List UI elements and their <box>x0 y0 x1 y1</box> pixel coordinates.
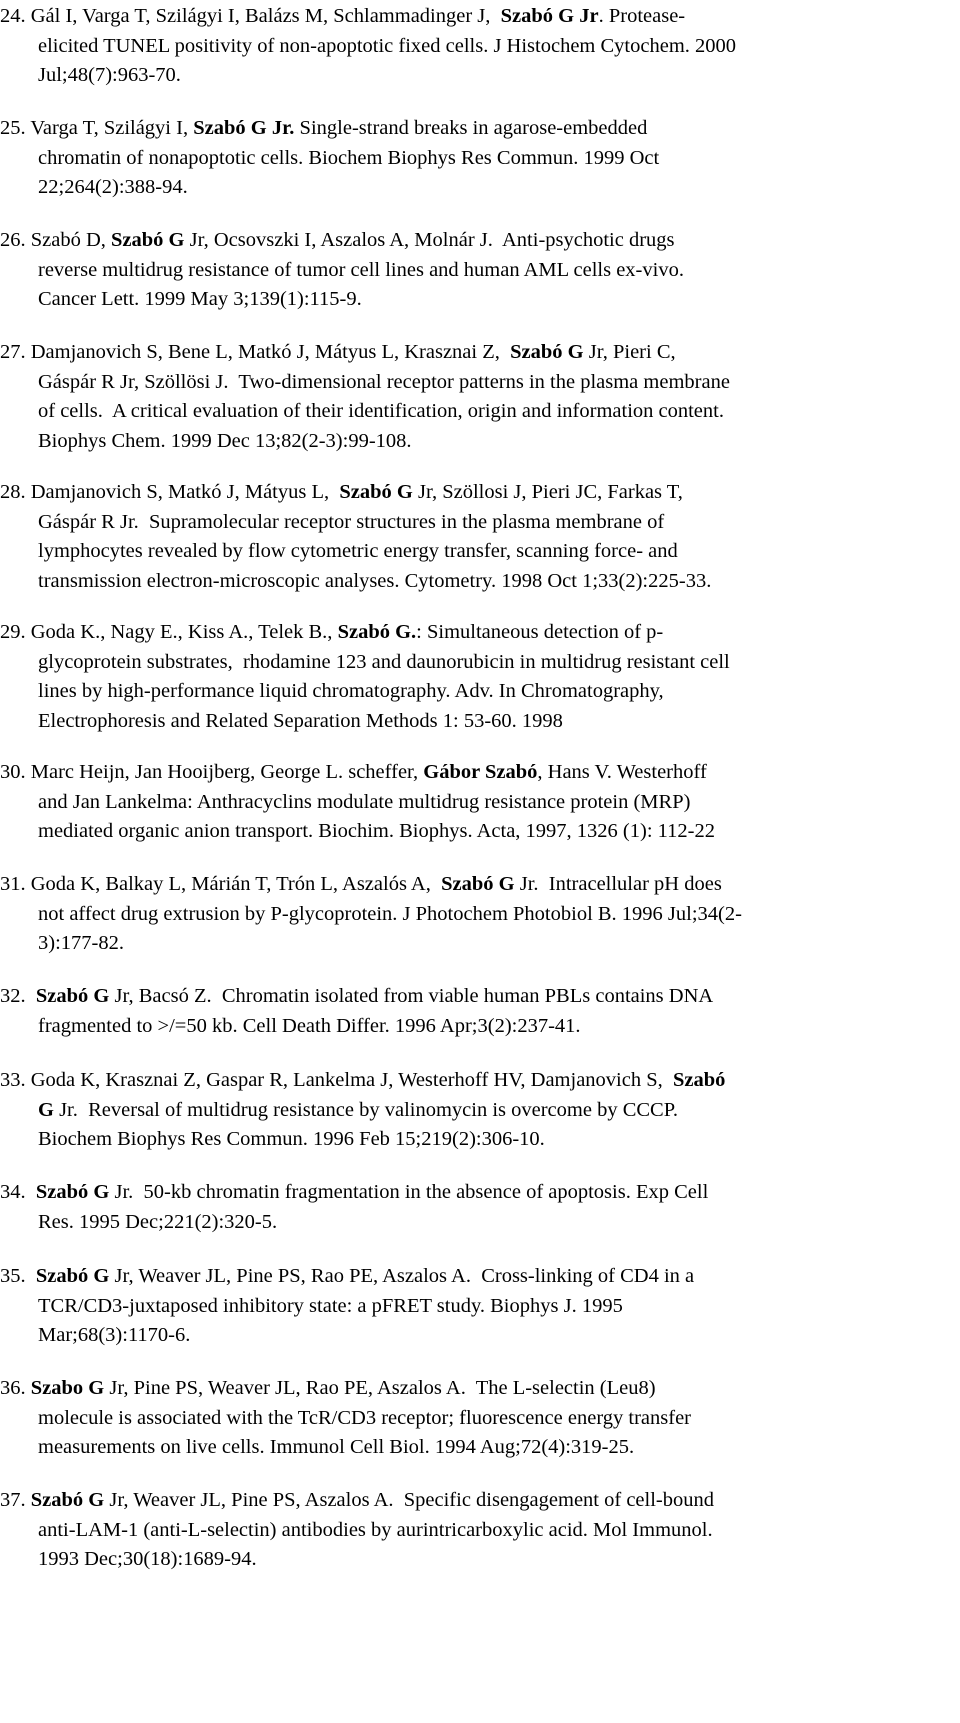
reference-text: measurements on live cells. Immunol Cell Biol. 1994 Aug;72(4):319-25. <box>38 1436 635 1458</box>
reference-line <box>0 1012 890 1042</box>
reference-line <box>0 1292 890 1322</box>
reference-text: Jr. Reversal of multidrug resistance by valinomycin is overcome by CCCP. <box>53 1098 678 1121</box>
reference-entry <box>0 478 890 596</box>
reference-text: Biochem Biophys Res Commun. 1996 Feb 15;219(2):306-10. <box>38 1128 545 1150</box>
reference-line <box>0 929 890 959</box>
author-highlight: Szabo G <box>30 1377 105 1399</box>
reference-entry <box>0 1066 890 1155</box>
author-highlight: Szabó G <box>30 1489 105 1511</box>
reference-text: 32. <box>0 985 36 1007</box>
reference-line <box>0 427 890 457</box>
author-highlight: Szabó G. <box>337 621 417 643</box>
reference-text: Jul;48(7):963-70. <box>38 64 181 86</box>
reference-text: Gáspár R Jr, Szöllösi J. Two-dimensional receptor patterns in the plasma membrane <box>38 370 730 393</box>
reference-text: and Jan Lankelma: Anthracyclins modulate multidrug resistance protein (MRP) <box>38 790 691 813</box>
reference-entry <box>0 1262 890 1351</box>
reference-entry <box>0 758 890 847</box>
reference-line <box>0 900 890 930</box>
reference-text: 35. <box>0 1265 36 1287</box>
author-highlight: Szabó G <box>339 481 413 503</box>
reference-text: Jr, Ocsovszki I, Aszalos A, Molnár J. Anti-psychotic drugs <box>184 229 675 251</box>
reference-line <box>0 32 890 62</box>
reference-line <box>0 368 890 398</box>
author-highlight: Szabó G <box>35 1181 110 1203</box>
reference-line <box>0 1125 890 1155</box>
reference-text: glycoprotein substrates, rhodamine 123 and daunorubicin in multidrug resistant cell <box>38 650 730 673</box>
reference-line <box>0 61 890 91</box>
reference-line <box>0 537 890 567</box>
reference-text: 36. <box>0 1377 31 1399</box>
reference-line <box>0 2 890 32</box>
reference-text: 26. Szabó D, <box>0 229 112 251</box>
reference-text: Mar;68(3):1170-6. <box>38 1324 191 1346</box>
reference-text: anti-LAM-1 (anti-L-selectin) antibodies by aurintricarboxylic acid. Mol Immunol. <box>38 1518 713 1541</box>
reference-line <box>0 173 890 203</box>
reference-text: chromatin of nonapoptotic cells. Biochem Biophys Res Commun. 1999 Oct <box>38 146 660 169</box>
author-highlight: Szabó G Jr. <box>193 117 295 139</box>
reference-line <box>0 1486 890 1516</box>
reference-line <box>0 226 890 256</box>
reference-text: : Simultaneous detection of p- <box>416 621 664 643</box>
reference-entry <box>0 2 890 91</box>
author-highlight: Szabó G <box>441 873 515 895</box>
reference-line <box>0 817 890 847</box>
reference-line <box>0 1433 890 1463</box>
reference-text: lines by high-performance liquid chromatography. Adv. In Chromatography, <box>38 680 664 702</box>
reference-entry <box>0 1486 890 1575</box>
reference-line <box>0 567 890 597</box>
reference-line <box>0 1516 890 1546</box>
reference-text: Jr. 50-kb chromatin fragmentation in the absence of apoptosis. Exp Cell <box>109 1181 709 1203</box>
reference-text: 34. <box>0 1181 36 1203</box>
reference-entry <box>0 1374 890 1463</box>
reference-text: lymphocytes revealed by flow cytometric energy transfer, scanning force- and <box>38 540 678 562</box>
reference-line <box>0 1374 890 1404</box>
reference-text: 33. Goda K, Krasznai Z, Gaspar R, Lankelma J, Westerhoff HV, Damjanovich S, <box>0 1069 673 1091</box>
reference-line <box>0 1545 890 1575</box>
reference-line <box>0 285 890 315</box>
author-highlight: Szabó <box>673 1069 726 1091</box>
reference-text: 25. Varga T, Szilágyi I, <box>0 117 194 139</box>
reference-text: Jr, Szöllosi J, Pieri JC, Farkas T, <box>412 481 683 503</box>
reference-entry <box>0 982 890 1041</box>
reference-text: transmission electron-microscopic analyses. Cytometry. 1998 Oct 1;33(2):225-33. <box>38 569 712 592</box>
reference-text: Jr, Pieri C, <box>583 341 676 363</box>
reference-text: Electrophoresis and Related Separation Methods 1: 53-60. 1998 <box>38 709 563 732</box>
reference-line <box>0 478 890 508</box>
reference-text: 1993 Dec;30(18):1689-94. <box>38 1548 257 1570</box>
reference-line <box>0 508 890 538</box>
reference-text: . Protease- <box>598 5 686 27</box>
reference-text: Jr, Bacsó Z. Chromatin isolated from viable human PBLs contains DNA <box>109 985 714 1007</box>
reference-text: Jr, Weaver JL, Pine PS, Aszalos A. Specific disengagement of cell-bound <box>104 1489 714 1511</box>
author-highlight: G <box>38 1098 54 1121</box>
reference-line <box>0 1066 890 1096</box>
reference-line <box>0 1262 890 1292</box>
reference-text: 22;264(2):388-94. <box>38 176 188 198</box>
reference-text: 28. Damjanovich S, Matkó J, Mátyus L, <box>0 481 340 503</box>
reference-line <box>0 648 890 678</box>
reference-text: mediated organic anion transport. Biochim. Biophys. Acta, 1997, 1326 (1): 112-22 <box>38 820 715 842</box>
reference-line <box>0 1178 890 1208</box>
reference-text: Res. 1995 Dec;221(2):320-5. <box>38 1210 278 1233</box>
reference-line <box>0 758 890 788</box>
reference-text: 37. <box>0 1489 31 1511</box>
reference-text: 30. Marc Heijn, Jan Hooijberg, George L. scheffer, <box>0 761 424 783</box>
reference-entry <box>0 870 890 959</box>
author-highlight: Szabó G <box>35 985 110 1007</box>
reference-text: 31. Goda K, Balkay L, Márián T, Trón L, Aszalós A, <box>0 873 442 895</box>
reference-line <box>0 677 890 707</box>
reference-line <box>0 788 890 818</box>
reference-text: Jr, Pine PS, Weaver JL, Rao PE, Aszalos A. The L-selectin (Leu8) <box>104 1377 656 1399</box>
reference-line <box>0 114 890 144</box>
author-highlight: Szabó G Jr <box>500 5 599 27</box>
reference-text: 24. Gál I, Varga T, Szilágyi I, Balázs M, Schlammadinger J, <box>0 5 501 27</box>
reference-line <box>0 1096 890 1126</box>
reference-entry <box>0 1178 890 1237</box>
reference-line <box>0 144 890 174</box>
reference-entry <box>0 114 890 203</box>
reference-text: Jr. Intracellular pH does <box>514 873 722 895</box>
reference-entry <box>0 226 890 315</box>
reference-line <box>0 982 890 1012</box>
reference-text: elicited TUNEL positivity of non-apoptotic fixed cells. J Histochem Cytochem. 2000 <box>38 34 737 57</box>
author-highlight: Szabó G <box>510 341 584 363</box>
reference-text: fragmented to >/=50 kb. Cell Death Differ. 1996 Apr;3(2):237-41. <box>38 1014 581 1037</box>
reference-text: Jr, Weaver JL, Pine PS, Rao PE, Aszalos A. Cross-linking of CD4 in a <box>109 1265 695 1287</box>
reference-line <box>0 1321 890 1351</box>
reference-line <box>0 1404 890 1434</box>
reference-text: of cells. A critical evaluation of their identification, origin and information content. <box>38 400 724 422</box>
reference-line <box>0 870 890 900</box>
reference-line <box>0 256 890 286</box>
reference-text: Single-strand breaks in agarose-embedded <box>294 117 648 139</box>
reference-text: Cancer Lett. 1999 May 3;139(1):115-9. <box>38 288 362 310</box>
reference-text: TCR/CD3-juxtaposed inhibitory state: a pFRET study. Biophys J. 1995 <box>38 1294 623 1317</box>
reference-line <box>0 618 890 648</box>
reference-text: Gáspár R Jr. Supramolecular receptor structures in the plasma membrane of <box>38 510 665 533</box>
reference-text: 27. Damjanovich S, Bene L, Matkó J, Mátyus L, Krasznai Z, <box>0 341 511 363</box>
reference-text: , Hans V. Westerhoff <box>537 761 707 783</box>
reference-text: 29. Goda K., Nagy E., Kiss A., Telek B., <box>0 621 338 643</box>
reference-entry <box>0 618 890 736</box>
reference-entry <box>0 338 890 456</box>
reference-text: Biophys Chem. 1999 Dec 13;82(2-3):99-108. <box>38 429 412 452</box>
author-highlight: Szabó G <box>111 229 185 251</box>
reference-text: reverse multidrug resistance of tumor cell lines and human AML cells ex-vivo. <box>38 258 684 281</box>
reference-text: molecule is associated with the TcR/CD3 receptor; fluorescence energy transfer <box>38 1406 691 1429</box>
reference-line <box>0 338 890 368</box>
reference-line <box>0 707 890 737</box>
reference-line <box>0 1208 890 1238</box>
author-highlight: Gábor Szabó <box>423 761 538 783</box>
reference-text: not affect drug extrusion by P-glycoprotein. J Photochem Photobiol B. 1996 Jul;34(2- <box>38 902 742 925</box>
author-highlight: Szabó G <box>35 1265 110 1287</box>
reference-line <box>0 397 890 427</box>
reference-text: 3):177-82. <box>38 932 124 954</box>
